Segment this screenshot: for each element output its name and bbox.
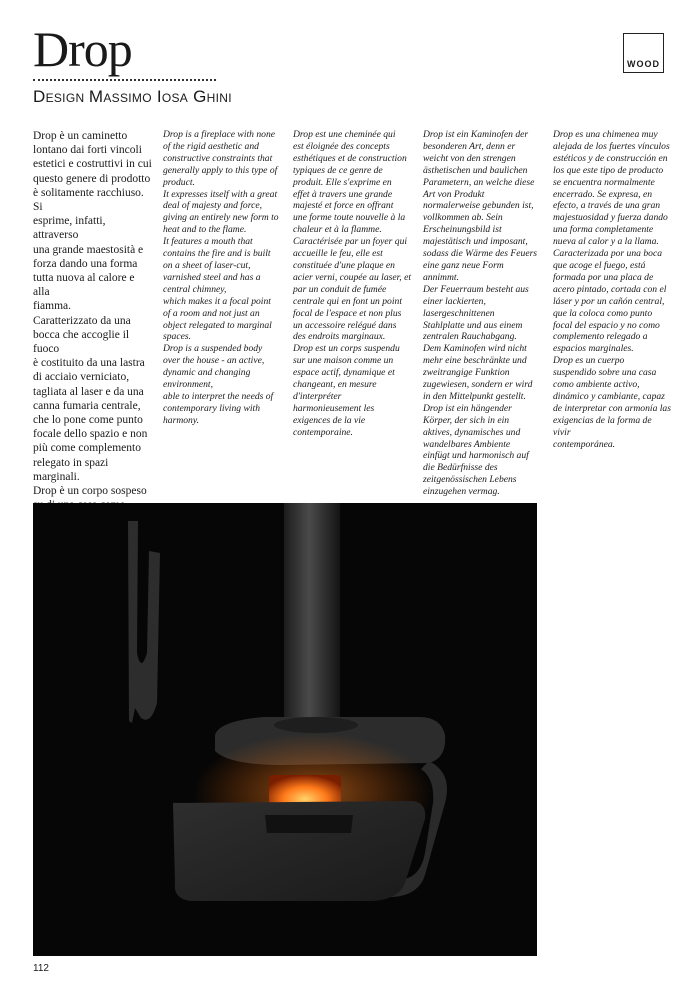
column-english [163, 129, 281, 427]
english-text: Drop is a fireplace with none of the rigid aesthetic and constructive constraints that generally apply to this type of product. It expresses itself with a great deal of majesty and force, giving an entirely new form to heat and to the flame. It features a mouth that contains the fire and is built on a sheet of laser-cut, varnished steel and has a central chimney, which makes it a focal point of a room and not just an object relegated to marginal spaces. Drop is a suspended body over the house - an active, dynamic and changing environment, able to interpret the needs of contemporary living with harmony. [163, 129, 279, 426]
column-german [423, 129, 541, 498]
wood-logo-text: WOOD [627, 59, 660, 69]
column-spanish [553, 129, 671, 450]
page-title: Drop [33, 21, 132, 77]
central-flue [284, 503, 340, 728]
wood-logo [623, 33, 664, 73]
title-divider [33, 79, 216, 81]
french-text: Drop est une cheminée qui est éloignée des concepts esthétiques et de construction typiques de ce genre de produit. Elle s'exprime en effet à travers une grande majesté et force en offrant une forme toute nouvelle à la chaleur et à la flamme. Caractérisée par un foyer qui accueille le feu, elle est constituée d'une plaque en acier verni, coupée au laser, et par un conduit de fumée centrale qui en font un point focal de l'espace et non plus un accessoire relégué dans des endroits marginaux. Drop est un corps suspendu sur une maison comme un espace actif, dynamique et changeant, en mesure d'interpréter harmonieusement les exigences de la vie contemporaine. [293, 129, 412, 438]
fireplace-photo [33, 503, 537, 956]
page-number: 112 [33, 963, 49, 974]
design-label: Design [33, 87, 85, 106]
italian-text: Drop è un caminetto lontano dai forti vincoli estetici e costruttivi in cui questo genere di prodotto è solitamente racchiuso. Si esprime, infatti, attraverso una grande maestosità e forza dando una forma tutta nuova al calore e alla fiamma. Caratterizzato da una bocca che accoglie il fuoco è costituito da una lastra di acciaio verniciato, tagliata al laser e da una canna fumaria centrale, che lo pone come punto focale dello spazio e non più come complemento relegato in spazi marginali. Drop è un corpo sospeso [33, 130, 152, 498]
column-french [293, 129, 413, 439]
spanish-text: Drop es una chimenea muy alejada de los fuertes vínculos estéticos y de construcción en los que este tipo de producto se encuentra normalmente encerrado. Se expresa, en efecto, a través de una gran majestuosidad y fuerza dando una forma completamente nueva al calor y a la llama. Caracterizada por una boca que acoge el fuego, está formada por una placa de acero pintado, cortada con el láser y por un cañón central, que la coloca como punto focal del espacio y no como complemento relegado a espacios marginales. Drop es un cuerpo suspendido sobre una casa como ambiente activo, dinámico y cambiante, capaz de interpretar con armonía las exigencias de la forma de vivir contemporánea. [553, 129, 671, 450]
german-text: Drop ist ein Kaminofen der besonderen Art, denn er weicht von den strengen ästhetischen und baulichen Parametern, an welche diese Art von Produkt normalerweise gebunden ist, vollkommen ab. Sein Erscheinungsbild ist majestätisch und imposant, sodass die Wärme des Feuers eine ganz neue Form annimmt. Der Feuerraum besteht aus einer lackierten, lasergeschnittenen Stahlplatte und aus einem zentralen Rauchabgang. Dem Kaminofen wird nicht mehr eine beschränkte und zweitrangige Funktion zugewiesen, sondern er wird in den Mittelpunkt gestellt. Drop ist ein hängender Körper, der sich in ein aktives, dynamisches und wandelbares Ambiente einfügt und harmonisch auf die Bedürfnisse des zeitgenössischen Lebens einzugehen vermag. [423, 129, 538, 498]
design-credit [33, 87, 232, 107]
designer-name: Massimo Iosa Ghini [88, 87, 232, 106]
